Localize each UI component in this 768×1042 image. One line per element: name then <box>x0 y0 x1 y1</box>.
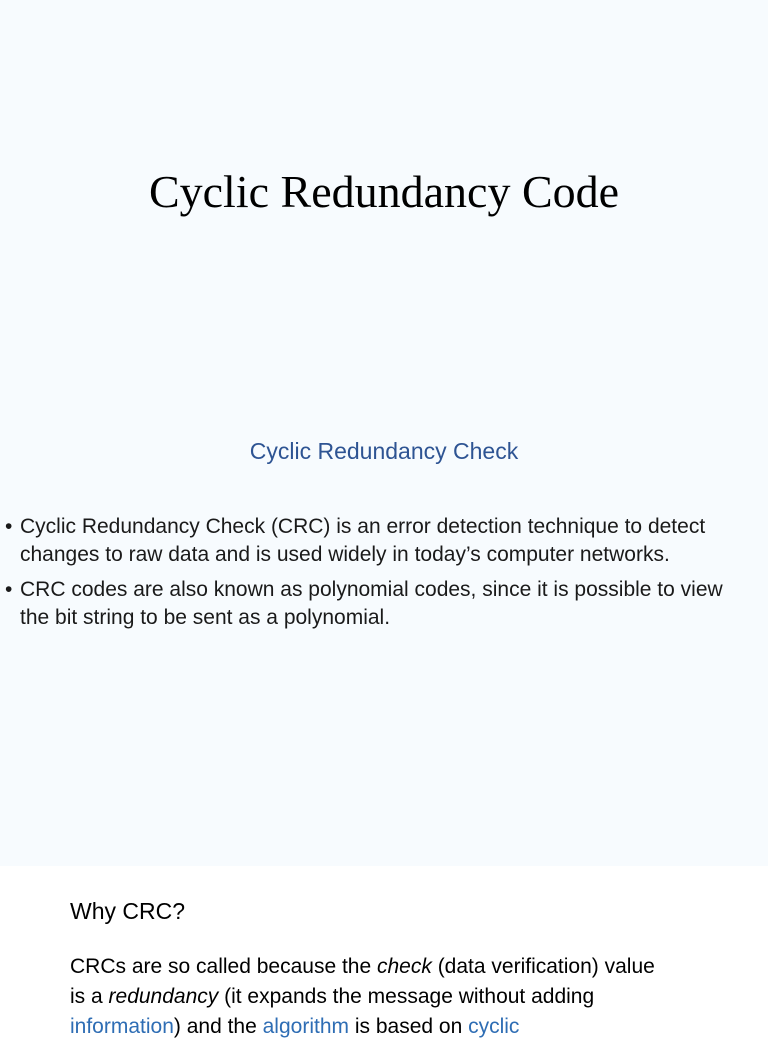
bullet-item <box>0 513 745 569</box>
check-term: check <box>377 955 432 978</box>
section-heading: Cyclic Redundancy Check <box>249 438 519 464</box>
body-text: is based on <box>349 1015 469 1038</box>
slide-title: Cyclic Redundancy Code <box>148 166 620 217</box>
next-page <box>0 866 768 1038</box>
bullet-marker: • <box>5 578 13 601</box>
body-text: ) and the <box>173 1015 263 1038</box>
body-text: (data verification) value is a <box>70 955 655 1008</box>
body-text: (it expands the message without adding <box>218 985 595 1008</box>
why-crc-heading: Why CRC? <box>70 898 186 924</box>
information-link[interactable]: information <box>70 1015 174 1038</box>
algorithm-link[interactable]: algorithm <box>262 1015 349 1038</box>
why-crc-paragraph <box>70 952 670 1042</box>
bullet-marker: • <box>5 515 13 538</box>
bullet-item <box>0 576 745 632</box>
bullet-list <box>0 513 745 639</box>
bullet-text: CRC codes are also known as polynomial codes, since it is possible to view the bit string to be sent as a polynomial. <box>20 578 723 629</box>
redundancy-term: redundancy <box>108 985 219 1008</box>
body-text: CRCs are so called because the <box>70 955 377 978</box>
cyclic-link[interactable]: cyclic <box>468 1015 520 1038</box>
bullet-text: Cyclic Redundancy Check (CRC) is an error detection technique to detect changes to raw data and is used widely in today’s computer networks. <box>20 515 706 566</box>
